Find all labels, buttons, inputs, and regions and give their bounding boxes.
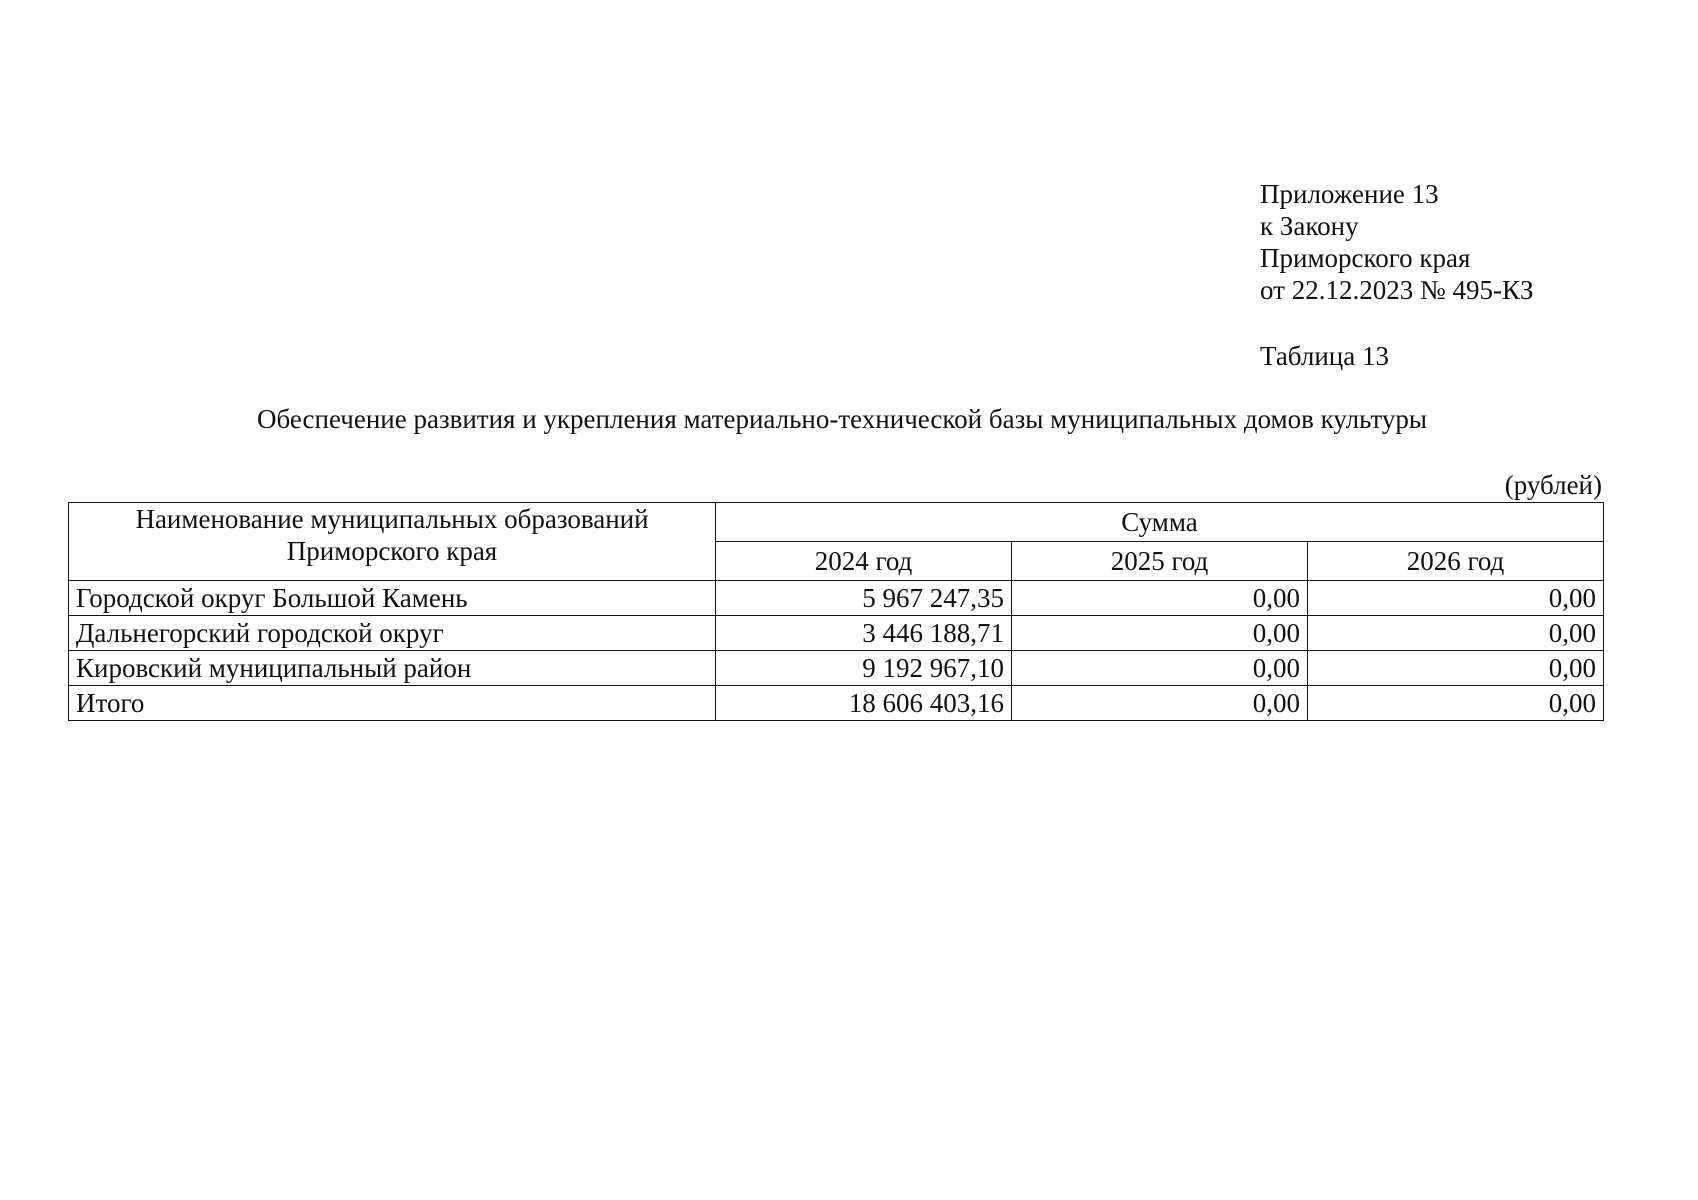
- row-value-2026: 0,00: [1308, 616, 1604, 651]
- row-value-2024: 5 967 247,35: [716, 581, 1012, 616]
- row-value-2024: 9 192 967,10: [716, 651, 1012, 686]
- header-year-2026: 2026 год: [1308, 542, 1604, 581]
- total-value-2026: 0,00: [1308, 686, 1604, 721]
- header-year-2025: 2025 год: [1012, 542, 1308, 581]
- units-label: (рублей): [1504, 470, 1602, 500]
- appendix-line-4: от 22.12.2023 № 495-КЗ: [1260, 275, 1534, 305]
- row-value-2025: 0,00: [1012, 616, 1308, 651]
- table-row: [69, 581, 1604, 616]
- total-row: [69, 686, 1604, 721]
- row-value-2026: 0,00: [1308, 581, 1604, 616]
- appendix-block: [1260, 178, 1533, 306]
- header-name: Наименование муниципальных образований Приморского края: [69, 503, 716, 581]
- document-title: Обеспечение развития и укрепления материально-технической базы муниципальных домов культуры: [256, 404, 1428, 434]
- row-name: Кировский муниципальный район: [69, 651, 716, 686]
- appendix-line-1: Приложение 13: [1260, 179, 1439, 209]
- row-name: Городской округ Большой Камень: [69, 581, 716, 616]
- table-number: Таблица 13: [1260, 341, 1389, 371]
- total-name: Итого: [69, 686, 716, 721]
- row-value-2026: 0,00: [1308, 651, 1604, 686]
- row-name: Дальнегорский городской округ: [69, 616, 716, 651]
- row-value-2025: 0,00: [1012, 581, 1308, 616]
- total-value-2024: 18 606 403,16: [716, 686, 1012, 721]
- appendix-line-3: Приморского края: [1260, 243, 1471, 273]
- table-row: [69, 616, 1604, 651]
- header-sum: Сумма: [716, 503, 1604, 542]
- row-value-2024: 3 446 188,71: [716, 616, 1012, 651]
- appendix-line-2: к Закону: [1260, 211, 1359, 241]
- table-row: [69, 651, 1604, 686]
- row-value-2025: 0,00: [1012, 651, 1308, 686]
- header-year-2024: 2024 год: [716, 542, 1012, 581]
- funding-table: [68, 502, 1604, 721]
- total-value-2025: 0,00: [1012, 686, 1308, 721]
- header-row-1: [69, 503, 1604, 542]
